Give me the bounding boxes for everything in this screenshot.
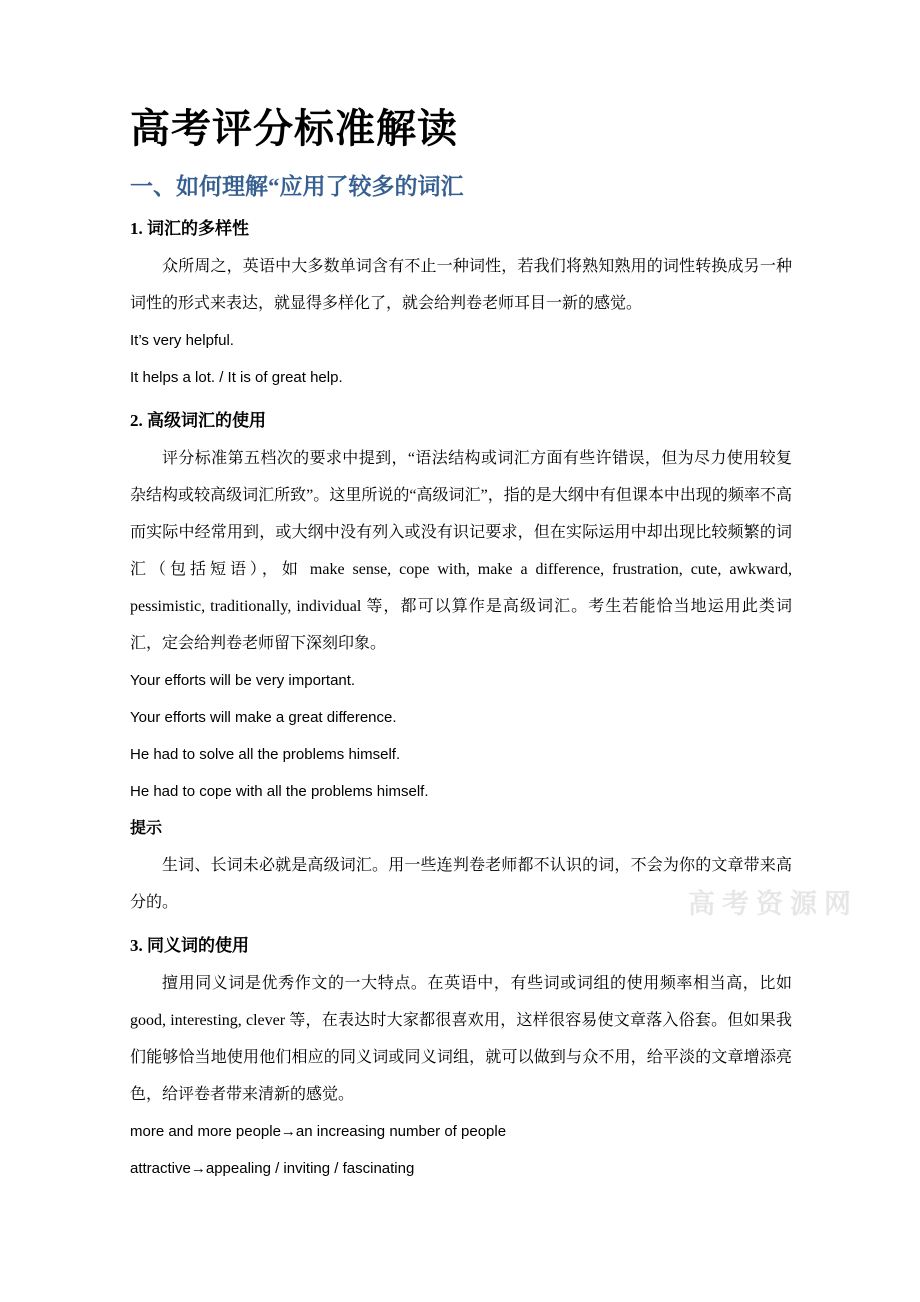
example-line: Your efforts will make a great difference. xyxy=(130,708,397,726)
watermark: 高考资源网 xyxy=(688,889,858,919)
subsection-2-heading: 2. 高级词汇的使用 xyxy=(130,410,266,430)
document-content xyxy=(130,104,792,1187)
subsection-1-heading: 1. 词汇的多样性 xyxy=(130,218,249,238)
example-line: He had to cope with all the problems himself. xyxy=(130,782,429,800)
example-line: Your efforts will be very important. xyxy=(130,671,356,689)
example-line: It helps a lot. / It is of great help. xyxy=(130,368,343,386)
subsection-2-paragraph: 评分标准第五档次的要求中提到，“语法结构或词汇方面有些许错误，但为尽力使用较复杂结构或较高级词汇所致”。这里所说的“高级词汇”，指的是大纲中有但课本中出现的频率不高而实际中经常用到，或大纲中没有列入或没有识记要求，但在实际运用中却出现比较频繁的词汇（包括短语），如 make sense, cope with, make a difference, frustration, cute, awkward, pessimistic, traditionally, individual 等，都可以算作是高级词汇。考生若能恰当地运用此类词汇，定会给判卷老师留下深刻印象。 xyxy=(130,449,792,652)
tip-label: 提示 xyxy=(130,819,163,837)
document-title: 高考评分标准解读 xyxy=(130,106,458,151)
section-heading: 一、如何理解“应用了较多的词汇 xyxy=(130,174,464,199)
subsection-3-paragraph: 擅用同义词是优秀作文的一大特点。在英语中，有些词或词组的使用频率相当高，比如 good, interesting, clever 等，在表达时大家都很喜欢用，这样很容易使文章落入俗套。但如果我们能够恰当地使用他们相应的同义词或同义词组，就可以做到与众不用，给平淡的文章增添亮色，给评卷者带来清新的感觉。 xyxy=(130,974,792,1103)
example-line: attractive→appealing / inviting / fascinating xyxy=(130,1159,415,1177)
example-line: more and more people→an increasing number of people xyxy=(130,1122,507,1140)
example-line: He had to solve all the problems himself. xyxy=(130,745,401,763)
subsection-1-paragraph: 众所周之，英语中大多数单词含有不止一种词性，若我们将熟知熟用的词性转换成另一种词性的形式来表达，就显得多样化了，就会给判卷老师耳目一新的感觉。 xyxy=(130,257,792,312)
tip-paragraph: 生词、长词未必就是高级词汇。用一些连判卷老师都不认识的词，不会为你的文章带来高分的。 xyxy=(130,856,792,911)
subsection-3-heading: 3. 同义词的使用 xyxy=(130,935,249,955)
example-line: It’s very helpful. xyxy=(130,331,234,349)
